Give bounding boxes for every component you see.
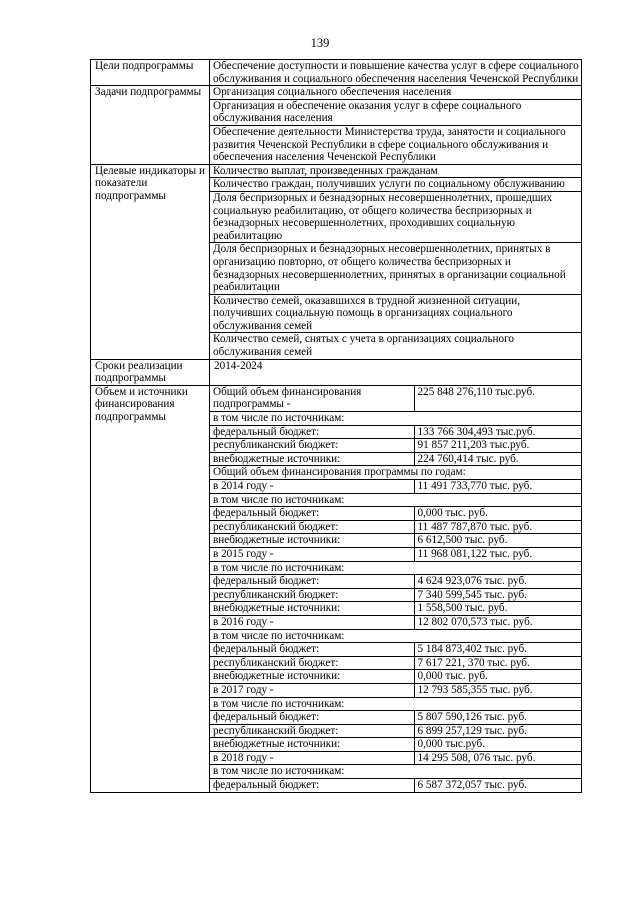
financing-line <box>210 520 581 534</box>
financing-line-amount: 91 857 211,203 тыс.руб. <box>414 439 581 453</box>
passport-table <box>90 59 582 793</box>
financing-line-label: Общий объем финансирования программы по годам: <box>210 466 581 480</box>
task-item-text: Организация социального обеспечения населения <box>210 86 581 99</box>
financing-line-amount: 225 848 276,110 тыс.руб. <box>414 386 581 412</box>
financing-line <box>210 439 581 453</box>
financing-line-label: в 2018 году - <box>210 751 414 765</box>
financing-line <box>210 656 581 670</box>
financing-table <box>210 386 581 792</box>
financing-line <box>210 452 581 466</box>
financing-line <box>210 765 581 779</box>
financing-line-label: внебюджетные источники: <box>210 602 414 616</box>
financing-line-label: федеральный бюджет: <box>210 643 414 657</box>
financing-line <box>210 697 581 711</box>
financing-line-amount: 0,000 тыс. руб. <box>414 507 581 521</box>
financing-line-label: федеральный бюджет: <box>210 779 414 792</box>
financing-line <box>210 466 581 480</box>
indicator-item-text: Доля беспризорных и безнадзорных несовершеннолетних, принятых в организацию повторно, от общего количества беспризорных и безнадзорных несовершеннолетних, принятых в организации социальной реабилитации <box>210 243 581 294</box>
indicator-item <box>210 178 581 192</box>
terms-row <box>91 359 582 385</box>
financing-label: Объем и источники финансирования подпрограммы <box>91 385 210 792</box>
indicators-row <box>91 164 582 359</box>
financing-line-amount: 5 807 590,126 тыс. руб. <box>414 711 581 725</box>
financing-line-label: в 2017 году - <box>210 683 414 697</box>
financing-line <box>210 724 581 738</box>
financing-line-amount: 0,000 тыс. руб. <box>414 670 581 684</box>
goal-item <box>210 60 581 85</box>
financing-line-label: в 2015 году - <box>210 547 414 561</box>
financing-line-label: в том числе по источникам: <box>210 412 581 426</box>
financing-line-label: внебюджетные источники: <box>210 738 414 752</box>
indicators-label: Целевые индикаторы и показатели подпрограммы <box>91 164 210 359</box>
indicator-item-text: Количество выплат, произведенных гражданам <box>210 165 581 178</box>
financing-line-label: республиканский бюджет: <box>210 724 414 738</box>
financing-line <box>210 683 581 697</box>
financing-line-amount: 11 487 787,870 тыс. руб. <box>414 520 581 534</box>
financing-line <box>210 480 581 494</box>
task-item <box>210 99 581 125</box>
financing-line-amount: 7 340 599,545 тыс. руб. <box>414 588 581 602</box>
financing-line <box>210 507 581 521</box>
financing-line-label: в том числе по источникам: <box>210 765 581 779</box>
financing-line-amount: 12 802 070,573 тыс. руб. <box>414 615 581 629</box>
financing-line-label: в том числе по источникам: <box>210 561 581 575</box>
financing-line-label: в том числе по источникам: <box>210 629 581 643</box>
financing-line <box>210 425 581 439</box>
indicators-content <box>210 164 582 359</box>
financing-line-amount: 7 617 221, 370 тыс. руб. <box>414 656 581 670</box>
financing-line <box>210 588 581 602</box>
financing-line-label: в том числе по источникам: <box>210 697 581 711</box>
financing-line <box>210 779 581 792</box>
financing-line <box>210 738 581 752</box>
financing-line <box>210 412 581 426</box>
tasks-content <box>210 86 582 165</box>
financing-line-amount: 11 968 081,122 тыс. руб. <box>414 547 581 561</box>
financing-row <box>91 385 582 792</box>
goals-label: Цели подпрограммы <box>91 60 210 86</box>
financing-line-label: федеральный бюджет: <box>210 711 414 725</box>
indicator-item <box>210 191 581 242</box>
page-number: 139 <box>310 36 330 50</box>
financing-line-label: республиканский бюджет: <box>210 439 414 453</box>
financing-line-amount: 4 624 923,076 тыс. руб. <box>414 575 581 589</box>
tasks-list <box>210 86 581 164</box>
financing-line-label: республиканский бюджет: <box>210 588 414 602</box>
financing-line-label: федеральный бюджет: <box>210 575 414 589</box>
indicator-item-text: Количество семей, оказавшихся в трудной жизненной ситуации, получивших социальную помощь в организациях социального обслуживания семей <box>210 294 581 333</box>
goals-content <box>210 60 582 86</box>
financing-line-label: внебюджетные источники: <box>210 534 414 548</box>
financing-line-label: Общий объем финансирования подпрограммы - <box>210 386 414 412</box>
financing-line <box>210 711 581 725</box>
financing-line-label: внебюджетные источники: <box>210 670 414 684</box>
financing-line-amount: 6 899 257,129 тыс. руб. <box>414 724 581 738</box>
indicator-item-text: Доля беспризорных и безнадзорных несовершеннолетних, прошедших социальную реабилитацию, от общего количества беспризорных и безнадзорных несовершеннолетних, проходивших социальную реабилитацию <box>210 191 581 242</box>
task-item-text: Организация и обеспечение оказания услуг в сфере социального обслуживания населения <box>210 99 581 125</box>
financing-line-label: в 2014 году - <box>210 480 414 494</box>
financing-line <box>210 602 581 616</box>
indicator-item <box>210 333 581 359</box>
financing-line-label: в 2016 году - <box>210 615 414 629</box>
financing-line <box>210 534 581 548</box>
financing-line-amount: 6 612,500 тыс. руб. <box>414 534 581 548</box>
financing-line <box>210 561 581 575</box>
indicators-list <box>210 165 581 359</box>
indicator-item-text: Количество семей, снятых с учета в организациях социального обслуживания семей <box>210 333 581 359</box>
financing-line-amount: 133 766 304,493 тыс.руб. <box>414 425 581 439</box>
financing-line <box>210 670 581 684</box>
tasks-label: Задачи подпрограммы <box>91 86 210 165</box>
tasks-row <box>91 86 582 165</box>
financing-line-amount: 0,000 тыс.руб. <box>414 738 581 752</box>
financing-line <box>210 575 581 589</box>
task-item-text: Обеспечение деятельности Министерства труда, занятости и социального развития Чеченской Республики в сфере социального обслуживания и обеспечения населения Чеченской Республики <box>210 125 581 163</box>
indicator-item <box>210 294 581 333</box>
financing-line <box>210 643 581 657</box>
financing-line-label: республиканский бюджет: <box>210 520 414 534</box>
financing-line-label: федеральный бюджет: <box>210 425 414 439</box>
financing-line-amount: 5 184 873,402 тыс. руб. <box>414 643 581 657</box>
financing-line-label: федеральный бюджет: <box>210 507 414 521</box>
financing-line-label: внебюджетные источники: <box>210 452 414 466</box>
financing-line-amount: 224 760,414 тыс. руб. <box>414 452 581 466</box>
financing-content <box>210 385 582 792</box>
indicator-item <box>210 165 581 178</box>
task-item <box>210 86 581 99</box>
financing-line <box>210 751 581 765</box>
financing-line <box>210 386 581 412</box>
financing-line-amount: 6 587 372,057 тыс. руб. <box>414 779 581 792</box>
financing-line-label: республиканский бюджет: <box>210 656 414 670</box>
task-item <box>210 125 581 163</box>
financing-line-amount: 1 558,500 тыс. руб. <box>414 602 581 616</box>
goal-item-text: Обеспечение доступности и повышение качества услуг в сфере социального обслуживания и социального обеспечения населения Чеченской Республики <box>213 60 579 85</box>
goals-list <box>210 60 581 85</box>
financing-line-label: в том числе по источникам: <box>210 493 581 507</box>
financing-line <box>210 547 581 561</box>
financing-line <box>210 493 581 507</box>
terms-value: 2014-2024 <box>210 359 582 385</box>
financing-line-amount: 11 491 733,770 тыс. руб. <box>414 480 581 494</box>
financing-line-amount: 12 793 585,355 тыс. руб. <box>414 683 581 697</box>
terms-label: Сроки реализации подпрограммы <box>91 359 210 385</box>
financing-line <box>210 629 581 643</box>
financing-line <box>210 615 581 629</box>
goals-row <box>91 60 582 86</box>
financing-line-amount: 14 295 508, 076 тыс. руб. <box>414 751 581 765</box>
indicator-item <box>210 243 581 294</box>
indicator-item-text: Количество граждан, получивших услуги по социальному обслуживанию <box>210 178 581 192</box>
